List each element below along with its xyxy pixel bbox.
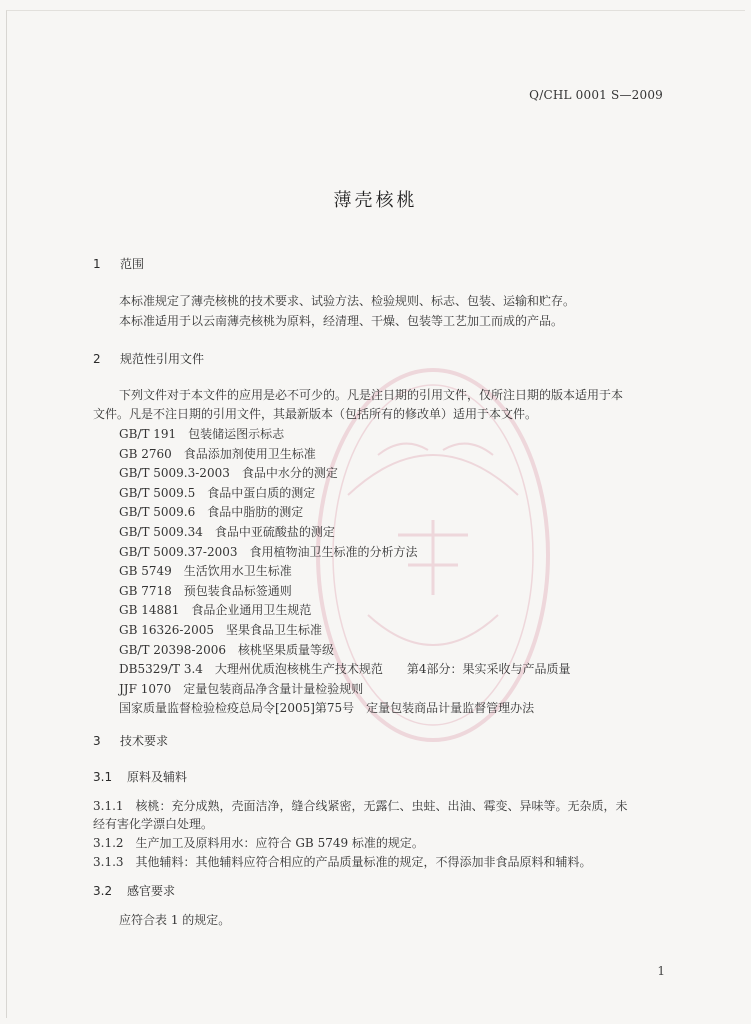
reference-item: GB 5749 生活饮用水卫生标准 [119,564,292,579]
section-title: 技术要求 [120,734,169,748]
clause-3-1-1-line-2: 经有害化学漂白处理。 [93,817,214,831]
clause-3-1-1-line-1: 3.1.1 核桃：充分成熟，壳面洁净，缝合线紧密，无露仁、虫蛀、出油、霉变、异味等。无杂质，未 [93,799,628,813]
reference-item: GB/T 20398-2006 核桃坚果质量等级 [119,642,335,657]
page-number: 1 [657,964,665,978]
section-2-heading [93,350,204,367]
reference-item: GB/T 5009.3-2003 食品中水分的测定 [119,466,338,481]
document-title: 薄壳核桃 [333,190,418,211]
reference-item: GB/T 5009.34 食品中亚硫酸盐的测定 [119,524,335,539]
reference-item: GB/T 191 包装储运图示标志 [119,427,285,441]
reference-item: GB/T 5009.37-2003 食用植物油卫生标准的分析方法 [119,544,418,559]
reference-list [119,425,571,719]
reference-item: GB 14881 食品企业通用卫生规范 [119,603,312,618]
section-title: 范围 [120,257,145,271]
reference-item: GB 7718 预包装食品标签通则 [119,583,292,598]
reference-item: GB 2760 食品添加剂使用卫生标准 [119,446,316,461]
section-number: 2 [93,352,101,366]
scope-paragraph-1: 本标准规定了薄壳核桃的技术要求、试验方法、检验规则、标志、包装、运输和贮存。 [119,294,576,308]
reference-item: JJF 1070 定量包装商品净含量计量检验规则 [119,681,364,696]
section-number: 3 [93,734,101,748]
standard-code: Q/CHL 0001 S—2009 [529,88,663,102]
sensory-requirements-text: 应符合表 1 的规定。 [119,913,231,927]
section-1-heading [93,255,144,272]
section-3-2-heading [93,882,175,899]
section-title: 原料及辅料 [127,770,188,784]
reference-item: GB 16326-2005 坚果食品卫生标准 [119,622,322,637]
clause-3-1-3: 3.1.3 其他辅料：其他辅料应符合相应的产品质量标准的规定，不得添加非食品原料和辅料。 [93,855,592,869]
reference-item: 国家质量监督检验检疫总局令[2005]第75号 定量包装商品计量监督管理办法 [119,701,535,716]
section-3-heading [93,732,168,749]
reference-item: GB/T 5009.5 食品中蛋白质的测定 [119,485,316,500]
section-number: 3.2 [93,884,113,898]
reference-item: GB/T 5009.6 食品中脂肪的测定 [119,505,304,520]
reference-item: DB5329/T 3.4 大理州优质泡核桃生产技术规范 第4部分：果实采收与产品质量 [119,662,571,677]
section-title: 规范性引用文件 [120,352,205,366]
section-3-1-heading [93,768,187,785]
section-number: 1 [93,257,101,271]
clause-3-1-2: 3.1.2 生产加工及原料用水：应符合 GB 5749 标准的规定。 [93,836,424,850]
section-title: 感官要求 [127,884,176,898]
references-intro-line-1: 下列文件对于本文件的应用是必不可少的。凡是注日期的引用文件，仅所注日期的版本适用于本 [119,388,624,402]
references-intro-line-2: 文件。凡是不注日期的引用文件，其最新版本（包括所有的修改单）适用于本文件。 [93,407,538,421]
section-number: 3.1 [93,770,113,784]
scope-paragraph-2: 本标准适用于以云南薄壳核桃为原料，经清理、干燥、包装等工艺加工而成的产品。 [119,314,564,328]
